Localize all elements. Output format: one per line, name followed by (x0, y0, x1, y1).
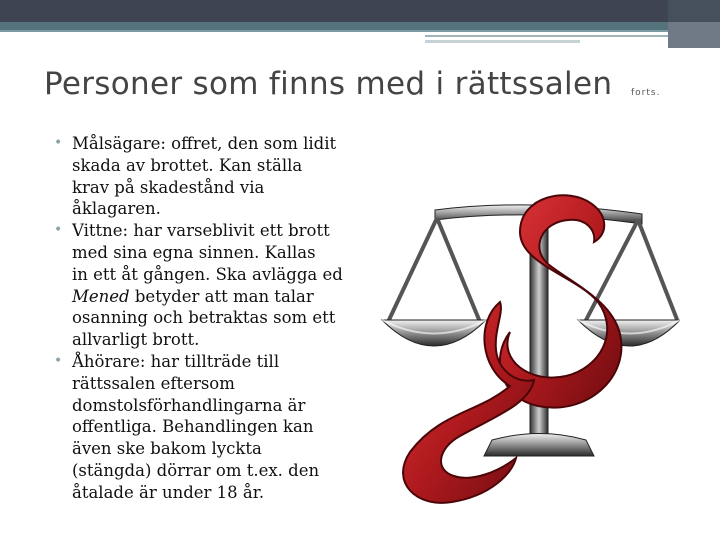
bullet-line: åklagaren. (72, 199, 161, 219)
bullet-icon: • (54, 352, 63, 369)
header-stripe (0, 30, 720, 32)
header-band-teal (0, 22, 720, 30)
bullet-line: in ett åt gången. Ska avlägga ed (72, 264, 343, 284)
slide-title-suffix: forts. (631, 88, 661, 98)
header-band-dark (0, 0, 720, 22)
bullet-line: även ske bakom lyckta (72, 439, 262, 459)
bullet-line: osanning och betraktas som ett (72, 308, 336, 328)
bullet-line: allvarligt brott. (72, 330, 200, 350)
bullet-item-vittne (52, 220, 347, 351)
scales-of-justice-paragraph-icon (380, 172, 680, 512)
bullet-line-rest: betyder att man talar (134, 286, 314, 306)
bullet-item-ahorare (52, 351, 347, 504)
bullet-line: Åhörare: har tillträde till (72, 351, 280, 371)
bullet-line: Målsägare: offret, den som lidit (72, 134, 337, 153)
italic-term: Mened (72, 286, 130, 306)
bullet-item-malsagare (52, 133, 347, 220)
bullet-line: skada av brottet. Kan ställa (72, 155, 303, 175)
header-stripe-short (425, 35, 668, 37)
bullet-line: Vittne: har varseblivit ett brott (72, 221, 330, 241)
header-stripe-shorter (425, 40, 580, 43)
bullet-line: krav på skadestånd via (72, 177, 265, 197)
bullet-list (52, 133, 347, 504)
bullet-icon: • (54, 135, 63, 151)
bullet-line: (stängda) dörrar om t.ex. den (72, 460, 320, 480)
bullet-line: offentliga. Behandlingen kan (72, 417, 314, 437)
header-corner-block-top (668, 0, 720, 22)
bullet-line: domstolsförhandlingarna är (72, 395, 306, 415)
bullet-line-with-italic (72, 286, 347, 308)
bullet-icon: • (54, 222, 63, 239)
bullet-line: med sina egna sinnen. Kallas (72, 242, 316, 262)
bullet-line: åtalade är under 18 år. (72, 482, 265, 502)
bullet-line: rättssalen eftersom (72, 373, 235, 393)
slide-title: Personer som finns med i rättssalen (44, 66, 613, 102)
